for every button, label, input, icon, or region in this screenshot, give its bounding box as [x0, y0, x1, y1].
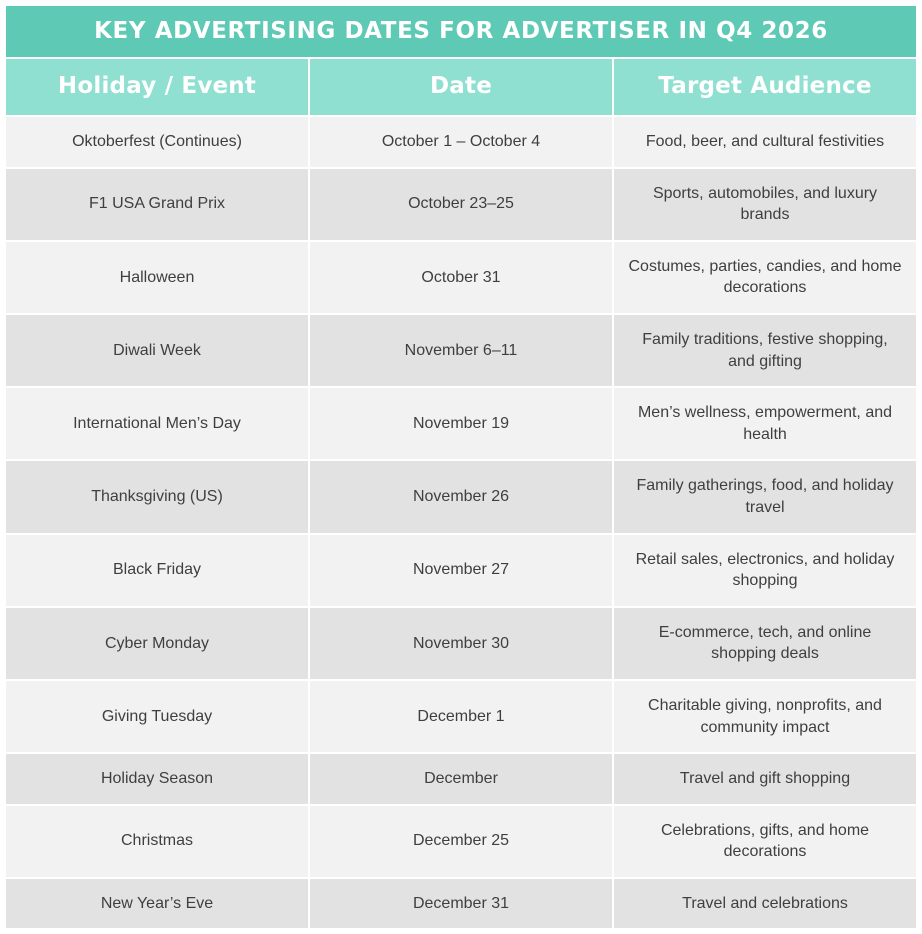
cell-date: December 1 — [310, 681, 612, 752]
column-header-target-audience: Target Audience — [614, 59, 916, 115]
cell-date: November 26 — [310, 461, 612, 532]
table-row — [6, 535, 916, 606]
table-row — [6, 315, 916, 386]
title-row — [6, 6, 916, 57]
cell-holiday: Diwali Week — [6, 315, 308, 386]
table-row — [6, 242, 916, 313]
cell-date: October 23–25 — [310, 169, 612, 240]
column-header-row — [6, 59, 916, 115]
cell-target-audience: Family traditions, festive shopping, and gifting — [614, 315, 916, 386]
table-row — [6, 806, 916, 877]
cell-holiday: Halloween — [6, 242, 308, 313]
page-title: KEY ADVERTISING DATES FOR ADVERTISER IN Q4 2026 — [6, 6, 916, 57]
cell-holiday: Holiday Season — [6, 754, 308, 804]
cell-target-audience: Costumes, parties, candies, and home decorations — [614, 242, 916, 313]
table-row — [6, 754, 916, 804]
table-row — [6, 608, 916, 679]
cell-holiday: Giving Tuesday — [6, 681, 308, 752]
table-header — [6, 6, 916, 115]
cell-target-audience: Sports, automobiles, and luxury brands — [614, 169, 916, 240]
cell-date: December — [310, 754, 612, 804]
table-row — [6, 681, 916, 752]
cell-target-audience: Travel and celebrations — [614, 879, 916, 929]
cell-date: December 31 — [310, 879, 612, 929]
cell-target-audience: Retail sales, electronics, and holiday shopping — [614, 535, 916, 606]
column-header-holiday: Holiday / Event — [6, 59, 308, 115]
cell-target-audience: Food, beer, and cultural festivities — [614, 117, 916, 167]
cell-holiday: International Men’s Day — [6, 388, 308, 459]
cell-target-audience: Men’s wellness, empowerment, and health — [614, 388, 916, 459]
cell-holiday: F1 USA Grand Prix — [6, 169, 308, 240]
cell-holiday: Cyber Monday — [6, 608, 308, 679]
cell-target-audience: E-commerce, tech, and online shopping deals — [614, 608, 916, 679]
cell-holiday: New Year’s Eve — [6, 879, 308, 929]
cell-date: October 1 – October 4 — [310, 117, 612, 167]
cell-holiday: Christmas — [6, 806, 308, 877]
cell-target-audience: Family gatherings, food, and holiday travel — [614, 461, 916, 532]
column-header-date: Date — [310, 59, 612, 115]
table-row — [6, 461, 916, 532]
cell-date: November 27 — [310, 535, 612, 606]
table-body — [6, 117, 916, 928]
cell-holiday: Oktoberfest (Continues) — [6, 117, 308, 167]
cell-date: November 19 — [310, 388, 612, 459]
cell-holiday: Thanksgiving (US) — [6, 461, 308, 532]
cell-target-audience: Travel and gift shopping — [614, 754, 916, 804]
cell-date: November 6–11 — [310, 315, 612, 386]
cell-holiday: Black Friday — [6, 535, 308, 606]
table-row — [6, 117, 916, 167]
cell-date: October 31 — [310, 242, 612, 313]
cell-target-audience: Charitable giving, nonprofits, and community impact — [614, 681, 916, 752]
table-row — [6, 169, 916, 240]
table-row — [6, 388, 916, 459]
cell-date: December 25 — [310, 806, 612, 877]
key-advertising-dates-table — [4, 4, 918, 930]
cell-target-audience: Celebrations, gifts, and home decorations — [614, 806, 916, 877]
table-row — [6, 879, 916, 929]
cell-date: November 30 — [310, 608, 612, 679]
